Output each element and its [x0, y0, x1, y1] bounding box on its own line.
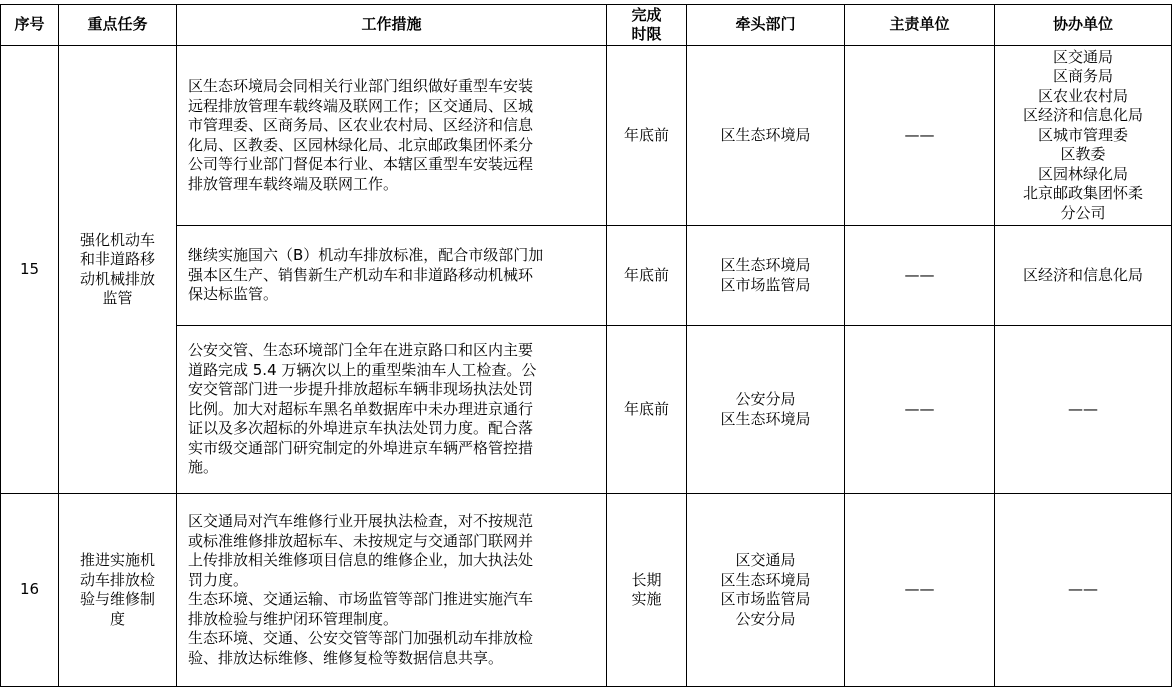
measure-line: 排放检验与维护闭环管理制度。 — [188, 609, 399, 628]
measure-line: 安交管部门进一步提升排放超标车辆非现场执法处罚 — [188, 380, 534, 399]
lead-line: 区生态环境局 — [720, 570, 811, 589]
measure-cell — [177, 46, 607, 226]
main-cell: —— — [845, 46, 995, 226]
measure-line: 排放管理车载终端及联网工作。 — [188, 174, 399, 193]
assist-line: 区园林绿化局 — [1037, 164, 1128, 183]
lead-cell: 区生态环境局 — [687, 46, 845, 226]
header-assist: 协办单位 — [995, 5, 1172, 46]
main-cell: —— — [845, 494, 995, 687]
task-line: 推进实施机 — [79, 551, 155, 569]
measure-line: 区生态环境局会同相关行业部门组织做好重型车安装 — [188, 77, 534, 95]
assist-line: 区交通局 — [1052, 47, 1113, 66]
measure-line: 保达标监管。 — [188, 285, 279, 304]
assist-cell — [995, 46, 1172, 226]
assist-line: 区城市管理委 — [1037, 125, 1128, 144]
header-task: 重点任务 — [59, 5, 177, 46]
task-line: 强化机动车 — [79, 230, 155, 249]
task-line: 验与维修制 — [79, 590, 155, 608]
measure-line: 区交通局对汽车维修行业开展执法检查，对不按规范 — [188, 512, 534, 530]
lead-cell — [687, 226, 845, 326]
deadline-line: 实施 — [631, 590, 662, 608]
lead-line: 公安分局 — [735, 609, 796, 628]
measure-line: 验、排放达标维修、维修复检等数据信息共享。 — [188, 648, 504, 667]
task-line: 度 — [109, 609, 125, 628]
lead-line: 区市场监管局 — [720, 275, 811, 294]
assist-line: 区教委 — [1060, 145, 1106, 164]
table-row — [1, 494, 1172, 687]
lead-line: 区市场监管局 — [720, 590, 811, 608]
assist-line: 区经济和信息化局 — [1022, 106, 1143, 125]
deadline-cell: 年底前 — [607, 326, 687, 494]
measure-line: 证以及多次超标的外埠进京车执法处罚力度。配合落 — [188, 419, 534, 438]
measure-line: 罚力度。 — [188, 570, 249, 589]
work-plan-table — [0, 4, 1172, 687]
measure-line: 化局、区教委、区园林绿化局、北京邮政集团怀柔分 — [188, 135, 534, 154]
measure-line: 上传排放相关维修项目信息的维修企业，加大执法处 — [188, 551, 534, 569]
seq-cell: 15 — [1, 46, 59, 494]
measure-line: 施。 — [188, 458, 219, 477]
lead-cell — [687, 326, 845, 494]
measure-cell — [177, 494, 607, 687]
deadline-line: 长期 — [631, 570, 662, 589]
lead-line: 区生态环境局 — [720, 409, 811, 428]
header-deadline-line: 时限 — [631, 25, 662, 43]
lead-line: 区交通局 — [735, 551, 796, 569]
measure-line: 生态环境、交通运输、市场监管等部门推进实施汽车 — [188, 590, 534, 608]
table-header-row — [1, 5, 1172, 46]
measure-line: 继续实施国六（B）机动车排放标准，配合市级部门加 — [188, 246, 544, 265]
table-row — [1, 226, 1172, 326]
assist-cell: 区经济和信息化局 — [995, 226, 1172, 326]
measure-line: 实市级交通部门研究制定的外埠进京车辆严格管控措 — [188, 438, 534, 457]
deadline-cell: 年底前 — [607, 46, 687, 226]
header-measures: 工作措施 — [177, 5, 607, 46]
header-lead: 牵头部门 — [687, 5, 845, 46]
header-deadline — [607, 5, 687, 46]
main-cell: —— — [845, 326, 995, 494]
assist-line: 分公司 — [1060, 203, 1106, 222]
task-cell — [59, 494, 177, 687]
measure-line: 或标准维修排放超标车、未按规定与交通部门联网并 — [188, 531, 534, 550]
header-deadline-line: 完成 — [631, 6, 662, 24]
task-line: 监管 — [102, 289, 133, 307]
deadline-cell — [607, 494, 687, 687]
measure-line: 公安交管、生态环境部门全年在进京路口和区内主要 — [188, 341, 534, 360]
lead-cell — [687, 494, 845, 687]
lead-line: 公安分局 — [735, 390, 796, 408]
measure-cell — [177, 326, 607, 494]
table-row — [1, 326, 1172, 494]
task-line: 动机械排放 — [79, 269, 155, 288]
measure-line: 市管理委、区商务局、区农业农村局、区经济和信息 — [188, 116, 534, 134]
measure-line: 公司等行业部门督促本行业、本辖区重型车安装远程 — [188, 155, 534, 173]
measure-line: 强本区生产、销售新生产机动车和非道路移动机械环 — [188, 265, 534, 284]
assist-cell: —— — [995, 494, 1172, 687]
task-line: 和非道路移 — [79, 250, 155, 268]
measure-line: 远程排放管理车载终端及联网工作；区交通局、区城 — [188, 96, 534, 115]
measure-line: 生态环境、交通、公安交管等部门加强机动车排放检 — [188, 629, 534, 647]
measure-line: 比例。加大对超标车黑名单数据库中未办理进京通行 — [188, 399, 534, 418]
main-cell: —— — [845, 226, 995, 326]
table-row — [1, 46, 1172, 226]
assist-line: 北京邮政集团怀柔 — [1022, 184, 1143, 203]
measure-cell — [177, 226, 607, 326]
lead-line: 区生态环境局 — [720, 256, 811, 274]
header-seq: 序号 — [1, 5, 59, 46]
measure-line: 道路完成 5.4 万辆次以上的重型柴油车人工检查。公 — [188, 360, 537, 379]
assist-cell: —— — [995, 326, 1172, 494]
seq-cell: 16 — [1, 494, 59, 687]
deadline-cell: 年底前 — [607, 226, 687, 326]
assist-line: 区农业农村局 — [1037, 86, 1128, 105]
assist-line: 区商务局 — [1052, 67, 1113, 86]
header-main: 主责单位 — [845, 5, 995, 46]
task-line: 动车排放检 — [79, 570, 155, 589]
task-cell — [59, 46, 177, 494]
